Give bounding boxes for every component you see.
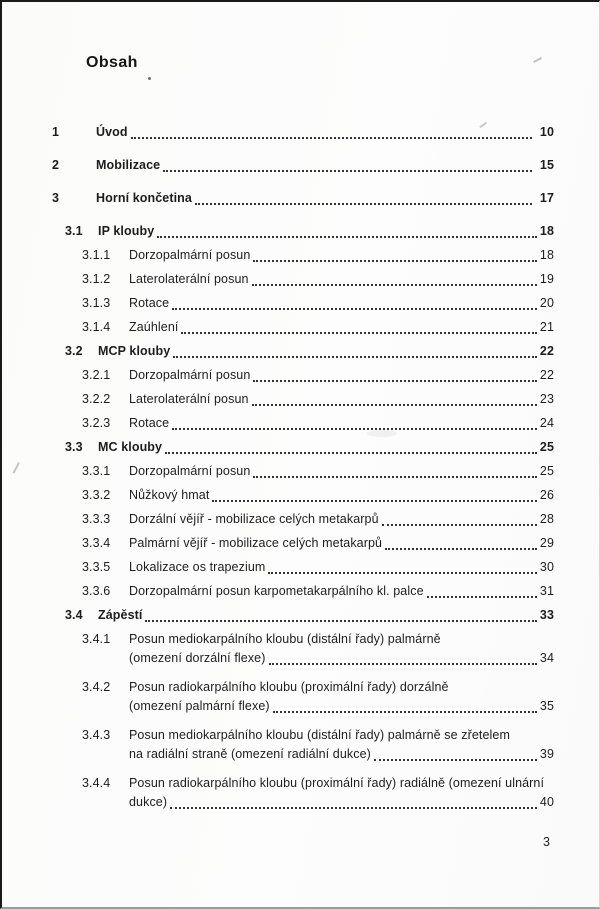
toc-entry-line (129, 774, 554, 793)
dot-leader (169, 294, 538, 313)
toc-entry-title: Laterolaterální posun (129, 392, 249, 406)
toc-entry-title: Nůžkový hmat (129, 488, 210, 502)
toc-entry-page: 33 (539, 608, 554, 622)
toc-entry-title: Posun radiokarpálního kloubu (proximální řady) radiálně (omezení ulnární (129, 776, 545, 790)
dot-leader (128, 123, 533, 142)
toc-entry-line (129, 294, 554, 313)
scan-artifact (533, 57, 542, 63)
toc-entry (2, 534, 599, 553)
dot-leader (270, 697, 538, 716)
page-title: Obsah (86, 54, 138, 71)
toc-entry-body (129, 558, 554, 577)
dot-leader (371, 745, 538, 764)
toc-entry-title: Dorzopalmární posun (129, 248, 251, 262)
toc-entry-page: 24 (539, 416, 554, 430)
toc-entry-page: 26 (539, 488, 554, 502)
toc-entry-number: 2 (52, 158, 60, 172)
toc-entry-title: Laterolaterální posun (129, 272, 249, 286)
toc-entry-line (129, 558, 554, 577)
toc-entry-page: 35 (539, 699, 554, 713)
toc-entry-page: 39 (539, 747, 554, 761)
toc-entry-number: 3 (52, 191, 60, 205)
dot-leader (170, 342, 538, 361)
toc-entry-line (98, 222, 554, 241)
toc-entry-body (98, 342, 554, 361)
toc-entry-body (129, 774, 554, 812)
dot-leader (249, 390, 538, 409)
toc-entry-body (129, 582, 554, 601)
toc-entry (2, 510, 599, 529)
toc-entry-title: Rotace (129, 296, 170, 310)
dot-leader (142, 606, 538, 625)
toc-entry-title: Posun radiokarpálního kloubu (proximální řady) dorzálně (129, 680, 449, 694)
toc-entry-page: 29 (539, 536, 554, 550)
dot-leader (379, 510, 538, 529)
toc-entry-body (129, 366, 554, 385)
toc-entry-title: Rotace (129, 416, 170, 430)
toc-entry-title: Palmární vějíř - mobilizace celých metakarpů (129, 536, 383, 550)
toc-entry-number: 3.3.2 (82, 488, 111, 502)
toc-entry-title: Lokalizace os trapezium (129, 560, 266, 574)
toc-entry-line (96, 156, 554, 175)
toc-entry (2, 189, 599, 208)
toc-entry-line (129, 462, 554, 481)
toc-entry-title: dukce) (129, 795, 168, 809)
toc-entry-number: 3.2.2 (82, 392, 111, 406)
toc-entry-number: 3.4.4 (82, 776, 111, 790)
toc-entry (2, 318, 599, 337)
toc-entry-page: 31 (539, 584, 554, 598)
toc-entry (2, 156, 599, 175)
toc-entry-number: 3.1.2 (82, 272, 111, 286)
toc-entry-page: 40 (539, 795, 554, 809)
table-of-contents (2, 123, 599, 822)
dot-leader (167, 793, 538, 812)
toc-entry-title: (omezení dorzální flexe) (129, 651, 266, 665)
toc-entry-number: 3.1.1 (82, 248, 111, 262)
toc-entry-line (129, 390, 554, 409)
toc-entry (2, 123, 599, 142)
scan-artifact (148, 77, 151, 80)
toc-entry-page: 25 (539, 464, 554, 478)
toc-entry-line (129, 697, 554, 716)
toc-entry (2, 294, 599, 313)
dot-leader (250, 366, 538, 385)
toc-entry (2, 438, 599, 457)
toc-entry-line (129, 726, 554, 745)
toc-entry-title: Dorzální vějíř - mobilizace celých metakarpů (129, 512, 379, 526)
toc-entry-body (96, 189, 554, 208)
footer-page-number: 3 (543, 835, 550, 849)
toc-entry-title: Zápěstí (98, 608, 143, 622)
toc-entry-body (129, 390, 554, 409)
toc-entry-title: MC klouby (98, 440, 163, 454)
dot-leader (424, 582, 538, 601)
toc-entry-page: 20 (539, 296, 554, 310)
toc-entry-body (129, 462, 554, 481)
toc-entry (2, 462, 599, 481)
toc-entry-page: 30 (539, 560, 554, 574)
toc-entry-line (129, 534, 554, 553)
toc-entry-body (129, 534, 554, 553)
toc-entry-body (129, 294, 554, 313)
toc-entry (2, 222, 599, 241)
toc-entry-page: 28 (539, 512, 554, 526)
toc-entry-page: 25 (539, 440, 554, 454)
toc-entry (2, 630, 599, 668)
dot-leader (169, 414, 538, 433)
toc-entry-body (129, 414, 554, 433)
toc-entry-body (96, 123, 554, 142)
toc-entry-number: 3.4 (65, 608, 83, 622)
dot-leader (250, 462, 538, 481)
toc-entry-body (129, 510, 554, 529)
toc-entry-line (129, 793, 554, 812)
toc-entry (2, 678, 599, 716)
toc-entry-number: 3.3 (65, 440, 83, 454)
toc-entry-title: IP klouby (98, 224, 155, 238)
toc-entry (2, 774, 599, 812)
toc-entry-body (129, 246, 554, 265)
dot-leader (250, 246, 538, 265)
toc-entry-line (129, 366, 554, 385)
toc-entry-page: 22 (539, 368, 554, 382)
toc-entry (2, 342, 599, 361)
toc-entry-body (129, 486, 554, 505)
toc-entry-page: 34 (539, 651, 554, 665)
toc-entry-number: 3.3.5 (82, 560, 111, 574)
toc-entry-title: Posun mediokarpálního kloubu (distální řady) palmárně se zřetelem (129, 728, 510, 742)
toc-entry-line (129, 630, 554, 649)
toc-entry-body (98, 222, 554, 241)
toc-entry-title: MCP klouby (98, 344, 171, 358)
toc-entry-body (129, 318, 554, 337)
toc-entry-body (129, 630, 554, 668)
toc-entry-number: 3.3.4 (82, 536, 111, 550)
toc-entry-page: 19 (539, 272, 554, 286)
toc-entry-page: 18 (539, 224, 554, 238)
toc-entry-body (129, 726, 554, 764)
toc-entry-body (98, 438, 554, 457)
toc-entry-title: Horní končetina (96, 191, 192, 205)
toc-entry-line (98, 606, 554, 625)
toc-entry-body (129, 270, 554, 289)
toc-entry-line (96, 123, 554, 142)
toc-entry-title: Mobilizace (96, 158, 161, 172)
toc-entry-title: Posun mediokarpálního kloubu (distální řady) palmárně (129, 632, 441, 646)
toc-entry-page: 22 (539, 344, 554, 358)
toc-entry-title: na radiální straně (omezení radiální dukce) (129, 747, 371, 761)
toc-entry-line (129, 745, 554, 764)
toc-entry-line (129, 414, 554, 433)
toc-entry-number: 3.4.1 (82, 632, 111, 646)
toc-entry-line (129, 318, 554, 337)
toc-entry-page: 18 (539, 248, 554, 262)
dot-leader (192, 189, 533, 208)
toc-entry-title: Dorzopalmární posun (129, 464, 251, 478)
toc-entry-line (129, 270, 554, 289)
toc-entry-line (129, 486, 554, 505)
toc-entry-number: 3.3.3 (82, 512, 111, 526)
dot-leader (178, 318, 538, 337)
dot-leader (209, 486, 538, 505)
toc-entry-line (98, 438, 554, 457)
toc-entry-title: (omezení palmární flexe) (129, 699, 270, 713)
toc-entry-number: 1 (52, 125, 60, 139)
dot-leader (160, 156, 533, 175)
toc-entry-number: 3.2 (65, 344, 83, 358)
toc-entry-line (98, 342, 554, 361)
toc-entry-number: 3.1.3 (82, 296, 111, 310)
toc-entry-page: 17 (539, 191, 554, 205)
toc-entry (2, 486, 599, 505)
toc-entry-number: 3.3.6 (82, 584, 111, 598)
toc-entry (2, 606, 599, 625)
toc-entry-line (129, 678, 554, 697)
toc-entry-number: 3.4.2 (82, 680, 111, 694)
toc-entry (2, 390, 599, 409)
toc-entry-body (98, 606, 554, 625)
toc-entry-page: 21 (539, 320, 554, 334)
toc-entry (2, 366, 599, 385)
toc-entry-title: Dorzopalmární posun (129, 368, 251, 382)
toc-entry-number: 3.2.1 (82, 368, 111, 382)
toc-entry (2, 414, 599, 433)
dot-leader (382, 534, 538, 553)
dot-leader (265, 558, 538, 577)
toc-entry-body (129, 678, 554, 716)
toc-entry-line (129, 510, 554, 529)
toc-entry (2, 246, 599, 265)
toc-entry-number: 3.4.3 (82, 728, 111, 742)
dot-leader (154, 222, 538, 241)
toc-entry (2, 270, 599, 289)
toc-entry-number: 3.3.1 (82, 464, 111, 478)
toc-entry (2, 726, 599, 764)
toc-entry-body (96, 156, 554, 175)
dot-leader (249, 270, 538, 289)
dot-leader (162, 438, 538, 457)
toc-entry-page: 10 (539, 125, 554, 139)
toc-entry-page: 15 (539, 158, 554, 172)
toc-entry-page: 23 (539, 392, 554, 406)
toc-entry-line (129, 582, 554, 601)
toc-entry-line (129, 246, 554, 265)
toc-entry-title: Dorzopalmární posun karpometakarpálního kl. palce (129, 584, 424, 598)
toc-entry (2, 558, 599, 577)
toc-entry-number: 3.2.3 (82, 416, 111, 430)
toc-entry-number: 3.1 (65, 224, 83, 238)
toc-entry-number: 3.1.4 (82, 320, 111, 334)
toc-entry-line (96, 189, 554, 208)
toc-entry-title: Zaúhlení (129, 320, 179, 334)
toc-entry-title: Úvod (96, 125, 128, 139)
toc-entry (2, 582, 599, 601)
toc-entry-line (129, 649, 554, 668)
dot-leader (266, 649, 539, 668)
